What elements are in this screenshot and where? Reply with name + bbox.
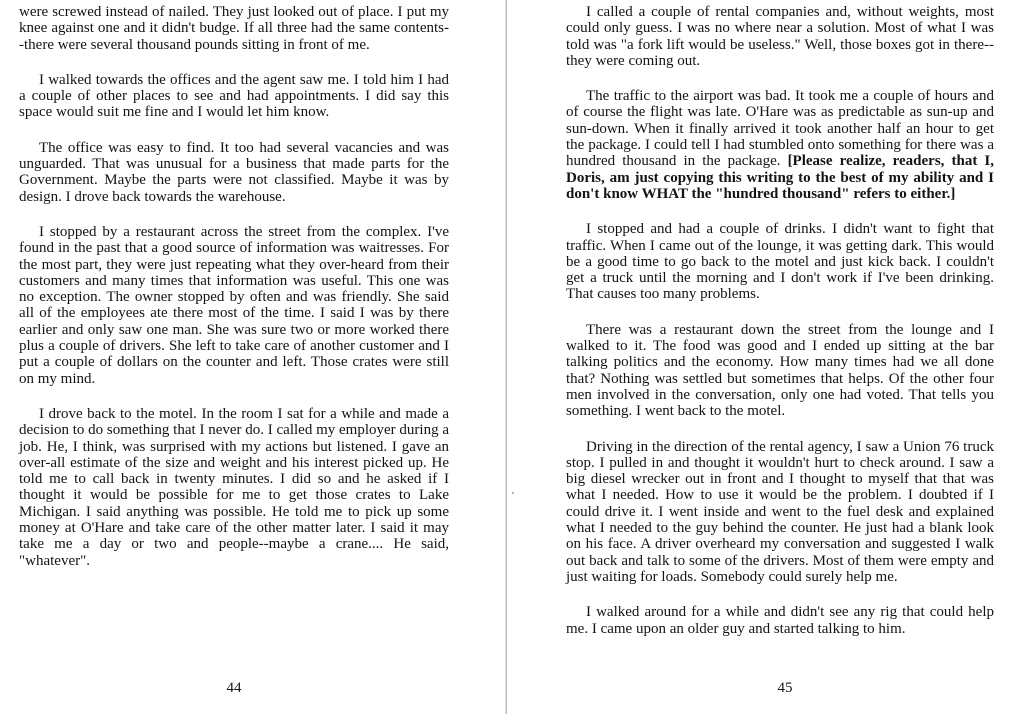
right-paragraph-2 xyxy=(566,88,994,202)
right-page-text xyxy=(566,4,994,656)
right-paragraph-1: I called a couple of rental companies and, without weights, most could only guess. I was no where near a solution. Most of what I was told was "a fork lift would be useless." Well, those boxes got in there--they were coming out. xyxy=(566,4,994,69)
right-paragraph-4: There was a restaurant down the street from the lounge and I walked to it. The food was good and I ended up sitting at the bar talking politics and the economy. How many times had we all done that? Nothing was settled but sometimes that helps. Of the other four men involved in the conversation, only one had voted. That tells you something. I went back to the motel. xyxy=(566,321,994,420)
right-page-number: 45 xyxy=(777,680,793,696)
left-page-text xyxy=(19,4,449,588)
scan-speck xyxy=(512,492,514,494)
left-paragraph-1: were screwed instead of nailed. They just looked out of place. I put my knee against one and it didn't budge. If all three had the same contents--there were several thousand pounds sitting in front of me. xyxy=(19,4,449,53)
right-paragraph-3: I stopped and had a couple of drinks. I didn't want to fight that traffic. When I came out of the lounge, it was getting dark. This would be a good time to go back to the motel and just kick back. I couldn't get a truck until the morning and I don't work if I've been drinking. That causes too many problems. xyxy=(566,221,994,303)
right-page xyxy=(507,0,1012,714)
left-paragraph-4: I stopped by a restaurant across the street from the complex. I've found in the past that a good source of information was waitresses. For the most part, they were just repeating what they over-heard from their customers and many times that information was useful. This one was no exception. The owner stopped by often and was friendly. She said all of the employees ate there most of the time. I said I was by there earlier and only saw one man. She was sure two or more worked there plus a couple of drivers. She left to take care of another customer and I put a couple of dollars on the counter and left. Those crates were still on my mind. xyxy=(19,223,449,387)
left-paragraph-3: The office was easy to find. It too had several vacancies and was unguarded. That was unusual for a business that made parts for the Government. Maybe the parts were not classified. Maybe it was by design. I drove back towards the warehouse. xyxy=(19,139,449,205)
right-paragraph-5: Driving in the direction of the rental agency, I saw a Union 76 truck stop. I pulled in and thought it wouldn't hurt to check around. I saw a big diesel wrecker out in front and I thought to myself that that was what I needed. How to use it would be the problem. I doubted if I could drive it. I went inside and went to the fuel desk and explained what I needed to the guy behind the counter. He just had a blank look on his face. A driver overheard my conversation and suggested I walk out back and talk to some of the drivers. Most of them were empty and just waiting for loads. Somebody could surely help me. xyxy=(566,438,994,585)
left-paragraph-5: I drove back to the motel. In the room I sat for a while and made a decision to do something that I never do. I called my employer during a job. He, I think, was surprised with my actions but listened. I gave an over-all estimate of the size and weight and his interest picked up. He told me to call back in twenty minutes. I did so and he asked if I thought it would be possible for me to get those crates to Lake Michigan. I said anything was possible. He told me to pick up some money at O'Hare and take care of the other matter later. I said it may take me a day or two and people--maybe a crane.... He said, "whatever". xyxy=(19,405,449,569)
right-paragraph-2-text: The traffic to the airport was bad. It took me a couple of hours and of course the flight was late. O'Hare was as predictable as sun-up and sun-down. When it finally arrived it took another half an hour to get the package. I could tell I had stumbled onto something for there was a hundred thousand in the package. xyxy=(566,88,994,170)
left-page-number: 44 xyxy=(226,680,242,696)
right-paragraph-6: I walked around for a while and didn't see any rig that could help me. I came upon an older guy and started talking to him. xyxy=(566,604,994,637)
left-paragraph-2: I walked towards the offices and the agent saw me. I told him I had a couple of other places to see and had appointments. I did say this space would suit me fine and I would let him know. xyxy=(19,71,449,121)
editor-note: [Please realize, readers, that I, Doris, am just copying this writing to the best of my ability and I don't know WHAT the "hundred thousand" refers to either.] xyxy=(566,153,994,202)
